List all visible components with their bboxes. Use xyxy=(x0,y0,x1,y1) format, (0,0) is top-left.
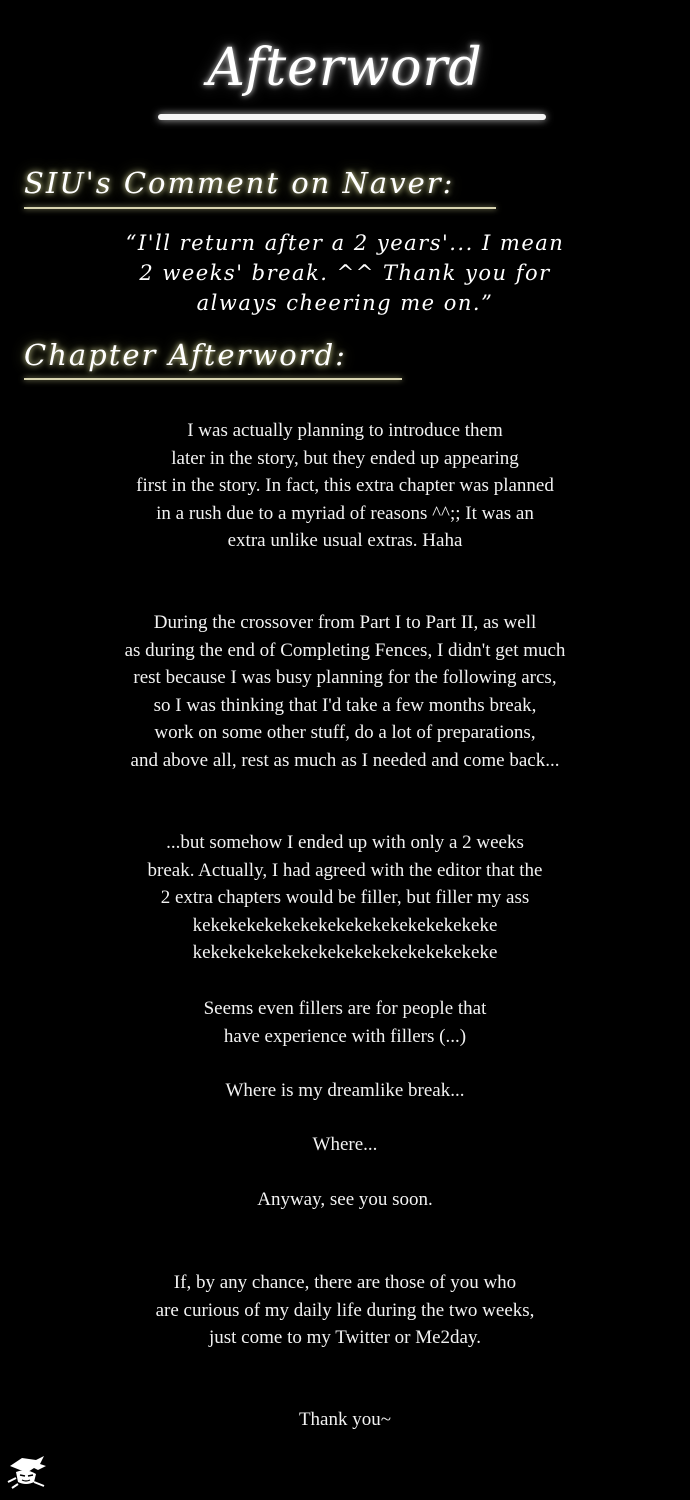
paragraph-line: kekekekekekekekekekekekekekekekeke xyxy=(192,914,498,936)
paragraph-line: If, by any chance, there are those of you who xyxy=(173,1272,517,1293)
paragraph-line: Where is my dreamlike break... xyxy=(225,1080,465,1101)
paragraph-line: work on some other stuff, do a lot of preparations, xyxy=(154,722,536,743)
paragraph-see-you xyxy=(0,1186,690,1214)
paragraph-line: ...but somehow I ended up with only a 2 weeks xyxy=(166,832,524,853)
paragraph-line: have experience with fillers (...) xyxy=(223,1025,467,1047)
paragraph-line: Thank you~ xyxy=(298,1409,392,1430)
afterword-heading: Chapter Afterword: xyxy=(24,338,347,372)
chibi-character-logo-icon xyxy=(4,1452,48,1492)
quote-line: 2 weeks' break. ^^ Thank you for xyxy=(139,261,551,285)
paragraph-line: During the crossover from Part I to Part II, as well xyxy=(153,612,537,633)
paragraph-line: break. Actually, I had agreed with the editor that the xyxy=(147,859,543,881)
naver-comment-quote xyxy=(40,228,650,318)
paragraph-line: 2 extra chapters would be filler, but filler my ass xyxy=(160,887,530,908)
paragraph-twitter xyxy=(0,1269,690,1352)
paragraph-line: just come to my Twitter or Me2day. xyxy=(208,1327,481,1348)
page-title: Afterword xyxy=(207,38,483,98)
paragraph-line: and above all, rest as much as I needed and come back... xyxy=(130,749,560,771)
quote-line: “I'll return after a 2 years'... I mean xyxy=(125,231,565,255)
paragraph-fillers xyxy=(0,995,690,1050)
afterword-heading-underline xyxy=(24,378,402,380)
paragraph-line: in a rush due to a myriad of reasons ^^;; It was an xyxy=(156,502,534,524)
paragraph-dreamlike xyxy=(0,1077,690,1105)
quote-line: always cheering me on.” xyxy=(196,291,494,315)
paragraph-line: are curious of my daily life during the two weeks, xyxy=(155,1299,535,1321)
paragraph-line: later in the story, but they ended up appearing xyxy=(171,447,519,469)
comment-heading: SIU's Comment on Naver: xyxy=(24,166,455,200)
paragraph-line: first in the story. In fact, this extra chapter was planned xyxy=(136,475,554,496)
comment-heading-underline xyxy=(24,207,496,209)
paragraph-line: kekekekekekekekekekekekekekekekeke xyxy=(192,942,498,963)
title-underline xyxy=(158,114,546,120)
paragraph-where xyxy=(0,1131,690,1159)
paragraph-line: rest because I was busy planning for the following arcs, xyxy=(133,667,557,688)
paragraph-line: extra unlike usual extras. Haha xyxy=(227,530,463,551)
paragraph-thanks xyxy=(0,1406,690,1434)
paragraph-line: Where... xyxy=(312,1134,378,1155)
paragraph-line: so I was thinking that I'd take a few months break, xyxy=(153,694,537,716)
paragraph-line: Seems even fillers are for people that xyxy=(203,998,487,1019)
paragraph-line: Anyway, see you soon. xyxy=(257,1189,433,1210)
paragraph-break xyxy=(0,829,690,967)
paragraph-line: I was actually planning to introduce them xyxy=(187,420,503,441)
paragraph-line: as during the end of Completing Fences, I didn't get much xyxy=(124,639,566,661)
paragraph-intro xyxy=(0,417,690,555)
paragraph-crossover xyxy=(0,609,690,774)
